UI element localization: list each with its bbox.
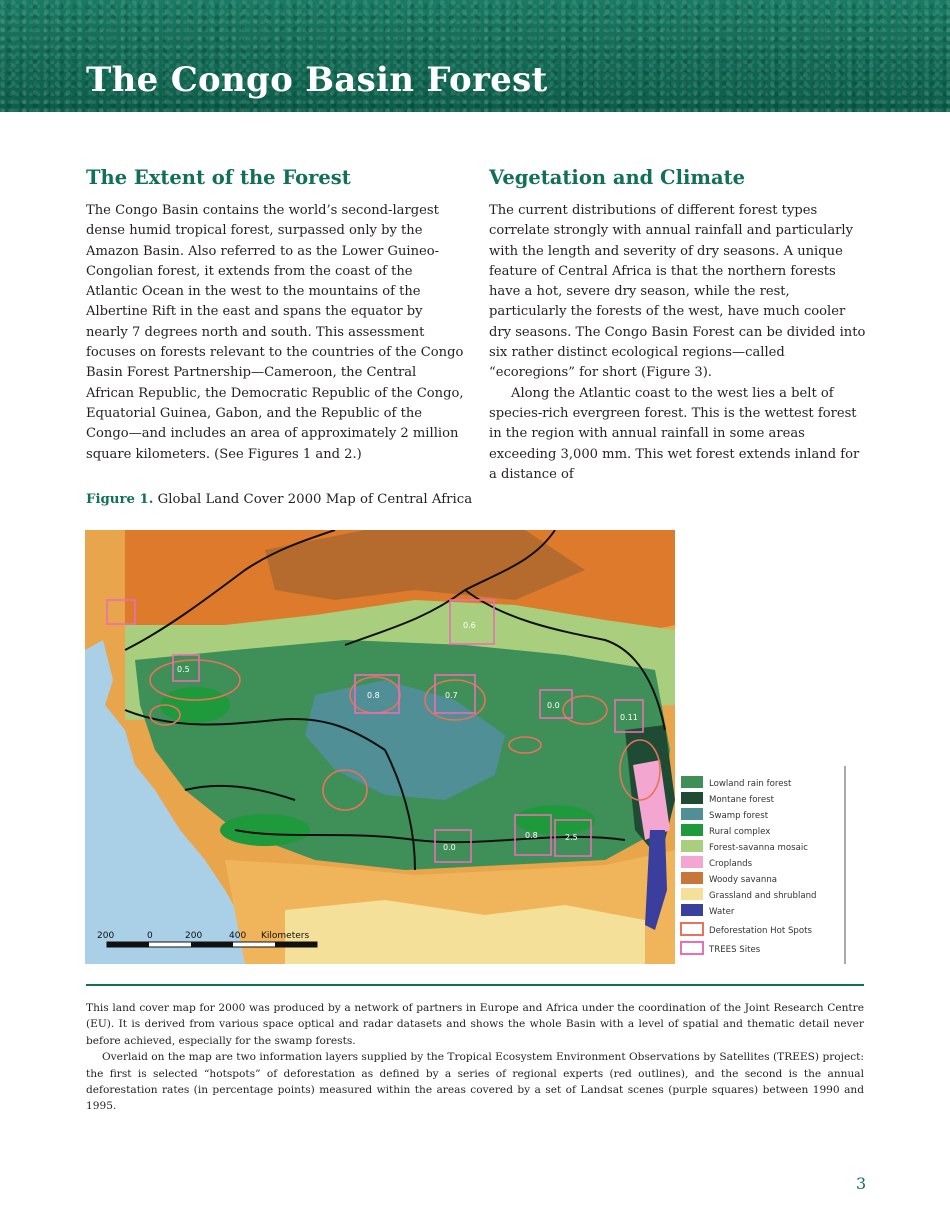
left-column (86, 164, 464, 465)
legend-swatch (681, 792, 703, 804)
figure-caption (86, 492, 472, 507)
map-woody-savanna (265, 530, 585, 600)
figure-title: Global Land Cover 2000 Map of Central Africa (157, 492, 473, 507)
figure-notes (86, 1000, 864, 1115)
legend-label: Rural complex (709, 827, 771, 837)
map-rural-patch (220, 814, 310, 846)
extent-paragraph: The Congo Basin contains the world’s second-largest dense humid tropical forest, surpassed only by the Amazon Basin. Also referred to as the Lower Guineo-Congolian forest, it extends from the coast of the Atlantic Ocean in the west to the mountains of the Albertine Rift in the east and spans the equator by nearly 7 degrees north and south. This assessment focuses on forests relevant to the countries of the Congo Basin Forest Partnership—Cameroon, the Central African Republic, the Democratic Republic of the Congo, Equatorial Guinea, Gabon, and the Republic of the Congo—and includes an area of approximately 2 million square kilometers. (See Figures 1 and 2.) (86, 203, 464, 462)
site-label: 0.8 (525, 831, 538, 840)
figure-rule (86, 984, 864, 986)
legend-label: Water (709, 907, 735, 917)
vegetation-paragraph-1: The current distributions of different forest types correlate strongly with annual rainfall and particularly with the length and severity of dry seasons. A unique feature of Central Africa is that the northern forests have a hot, severe dry season, while the rest, particularly the forests of the west, have much cooler dry seasons. The Congo Basin Forest can be divided into six rather distinct ecological regions—called “ecoregions” for short (Figure 3). (489, 203, 866, 381)
site-label: 0.0 (547, 701, 560, 710)
site-label: 0.0 (443, 843, 456, 852)
site-label: 0.7 (445, 691, 458, 700)
legend-swatch (681, 888, 703, 900)
legend-swatch (681, 808, 703, 820)
map-image (85, 530, 847, 964)
legend-label: TREES Sites (709, 945, 761, 955)
legend-label: Montane forest (709, 795, 774, 805)
page-title: The Congo Basin Forest (86, 60, 548, 100)
scale-unit: Kilometers (261, 931, 310, 941)
header-banner (0, 0, 950, 112)
vegetation-paragraph-2: Along the Atlantic coast to the west lies a belt of species-rich evergreen forest. This is the wettest forest in the region with annual rainfall in some areas exceeding 3,000 mm. This wet forest extends inland for a distance of (489, 385, 860, 482)
scale-tick: 0 (147, 931, 153, 941)
legend-label: Lowland rain forest (709, 779, 792, 789)
scale-tick: 200 (185, 931, 203, 941)
legend-swatch (681, 824, 703, 836)
map-legend (675, 766, 847, 964)
legend-label: Croplands (709, 859, 753, 869)
legend-swatch (681, 904, 703, 916)
legend-swatch (681, 856, 703, 868)
legend-label: Deforestation Hot Spots (709, 926, 812, 936)
site-label: 0.8 (367, 691, 380, 700)
figure-note-2: Overlaid on the map are two information layers supplied by the Tropical Ecosystem Environment Observations by Satellites (TREES) project: the first is selected “hotspots” of deforestation as defined by a series of regional experts (red outlines), and the second is the annual deforestation rates (in percentage points) measured within the areas covered by a set of Landsat scenes (purple squares) between 1990 and 1995. (86, 1051, 864, 1113)
legend-label: Woody savanna (709, 875, 778, 885)
site-label: 0.11 (620, 713, 638, 722)
site-label: 0.5 (177, 665, 190, 674)
scale-tick: 200 (97, 931, 115, 941)
figure-note-1: This land cover map for 2000 was produced by a network of partners in Europe and Africa under the coordination of the Joint Research Centre (EU). It is derived from various space optical and radar datasets and shows the whole Basin with a level of spatial and thematic detail never before achieved, especially for the swamp forests. (86, 1002, 864, 1047)
vegetation-heading: Vegetation and Climate (489, 166, 746, 189)
legend-label: Forest-savanna mosaic (709, 843, 808, 853)
legend-label: Grassland and shrubland (709, 891, 817, 901)
right-column (489, 164, 867, 485)
extent-heading: The Extent of the Forest (86, 166, 351, 189)
legend-label: Swamp forest (709, 811, 769, 821)
page-number: 3 (856, 1174, 867, 1193)
legend-swatch (681, 840, 703, 852)
scale-tick: 400 (229, 931, 247, 941)
legend-swatch (681, 872, 703, 884)
site-label: 0.6 (463, 621, 476, 630)
legend-swatch (681, 776, 703, 788)
land-cover-map (85, 530, 847, 964)
site-label: 2.5 (565, 833, 578, 842)
figure-number: Figure 1. (86, 492, 154, 507)
